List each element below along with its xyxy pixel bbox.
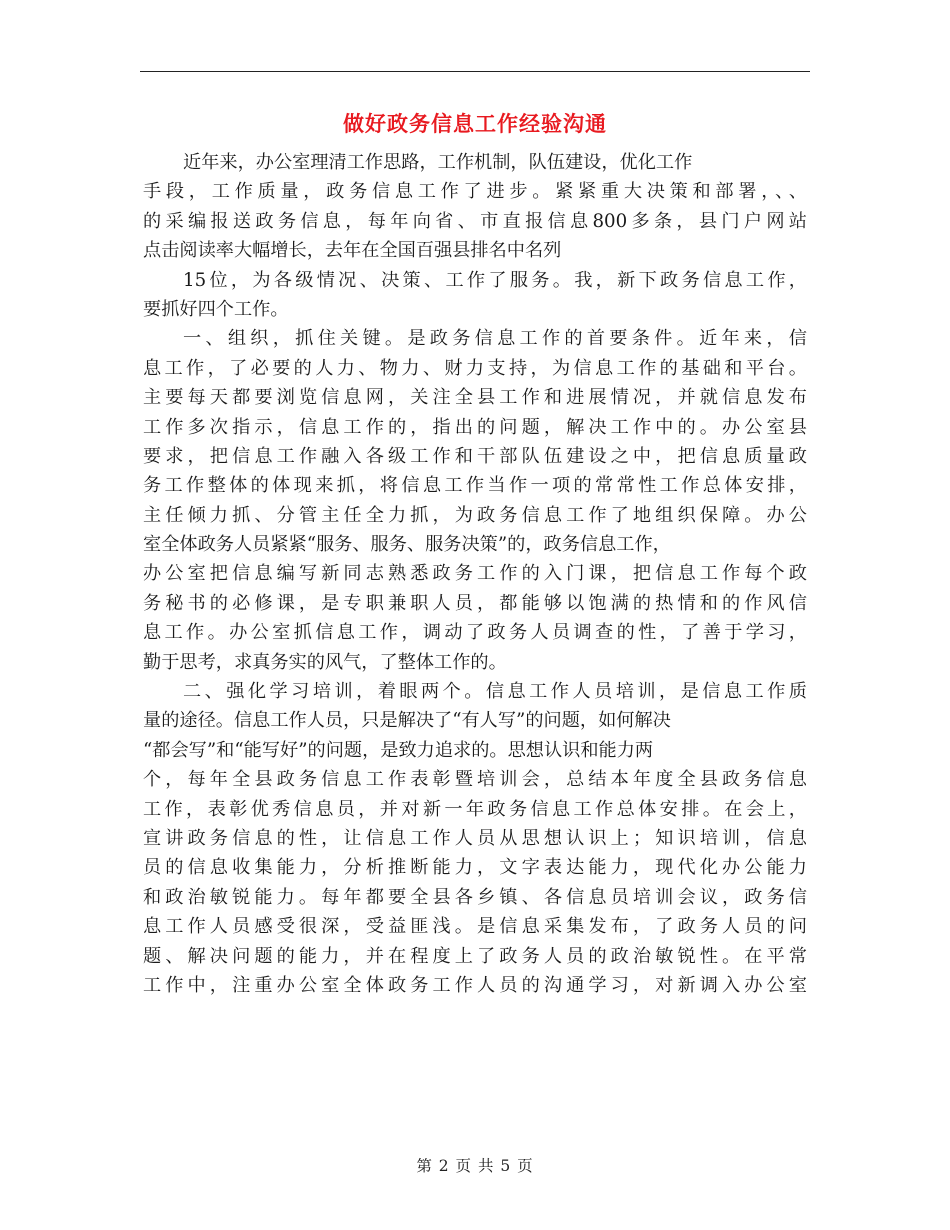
paragraph-line: 办公室把信息编写新同志熟悉政务工作的入门课，把信息工作每个政	[143, 563, 807, 585]
paragraph-line: 手段，工作质量，政务信息工作了进步。紧紧重大决策和部署，、、	[143, 181, 807, 203]
paragraph-line: 勤于思考，求真务实的风气，了整体工作的。	[143, 651, 507, 673]
paragraph-line: 近年来，办公室理清工作思路，工作机制，队伍建设，优化工作	[183, 152, 693, 173]
page-number: 第 2 页 共 5 页	[416, 1157, 534, 1175]
paragraph-line: 员的信息收集能力，分析推断能力，文字表达能力，现代化办公能力	[143, 857, 807, 879]
paragraph-line: 宣讲政务信息的性，让信息工作人员从思想认识上；知识培训，信息	[143, 827, 807, 849]
paragraph-line: 二、强化学习培训，着眼两个。信息工作人员培训，是信息工作质	[183, 681, 807, 703]
paragraph-line: 务秘书的必修课，是专职兼职人员，都能够以饱满的热情和的作风信	[143, 592, 807, 614]
header-rule	[140, 71, 810, 72]
paragraph-line: 主任倾力抓、分管主任全力抓，为政务信息工作了地组织保障。办公	[143, 504, 807, 526]
paragraph-line: 室全体政务人员紧紧“服务、服务、服务决策”的，政务信息工作，	[143, 534, 671, 556]
paragraph-line: 量的途径。信息工作人员，只是解决了“有人写”的问题，如何解决	[143, 710, 671, 732]
paragraph-line: 主要每天都要浏览信息网，关注全县工作和进展情况，并就信息发布	[143, 387, 807, 409]
document-title: 做好政务信息工作经验沟通	[343, 111, 607, 136]
paragraph-line: 工作多次指示，信息工作的，指出的问题，解决工作中的。办公室县	[143, 416, 807, 438]
paragraph-line: 息工作人员感受很深，受益匪浅。是信息采集发布，了政务人员的问	[143, 916, 807, 938]
paragraph-line: 工作中，注重办公室全体政务工作人员的沟通学习，对新调入办公室	[143, 974, 807, 996]
paragraph-line: 息工作。办公室抓信息工作，调动了政务人员调查的性，了善于学习，	[143, 622, 807, 644]
paragraph-line: 要抓好四个工作。	[143, 298, 289, 320]
document-body	[143, 148, 807, 1000]
paragraph-line: 点击阅读率大幅增长，去年在全国百强县排名中名列	[143, 240, 562, 262]
paragraph-line: 息工作，了必要的人力、物力、财力支持，为信息工作的基础和平台。	[143, 357, 807, 379]
paragraph-line: 15位，为各级情况、决策、工作了服务。我，新下政务信息工作，	[183, 269, 807, 291]
paragraph-line: 题、解决问题的能力，并在程度上了政务人员的政治敏锐性。在平常	[143, 945, 807, 967]
paragraph-line: 的采编报送政务信息，每年向省、市直报信息800多条，县门户网站	[143, 210, 807, 232]
paragraph-line: “都会写”和“能写好”的问题，是致力追求的。思想认识和能力两	[143, 739, 654, 761]
paragraph-line: 务工作整体的体现来抓，将信息工作当作一项的常常性工作总体安排，	[143, 475, 807, 497]
paragraph-line: 和政治敏锐能力。每年都要全县各乡镇、各信息员培训会议，政务信	[143, 886, 807, 908]
paragraph-line: 个，每年全县政务信息工作表彰暨培训会，总结本年度全县政务信息	[143, 769, 807, 791]
paragraph-line: 要求，把信息工作融入各级工作和干部队伍建设之中，把信息质量政	[143, 445, 807, 467]
paragraph-line: 工作，表彰优秀信息员，并对新一年政务信息工作总体安排。在会上，	[143, 798, 807, 820]
paragraph-line: 一、组织，抓住关键。是政务信息工作的首要条件。近年来，信	[183, 328, 807, 350]
